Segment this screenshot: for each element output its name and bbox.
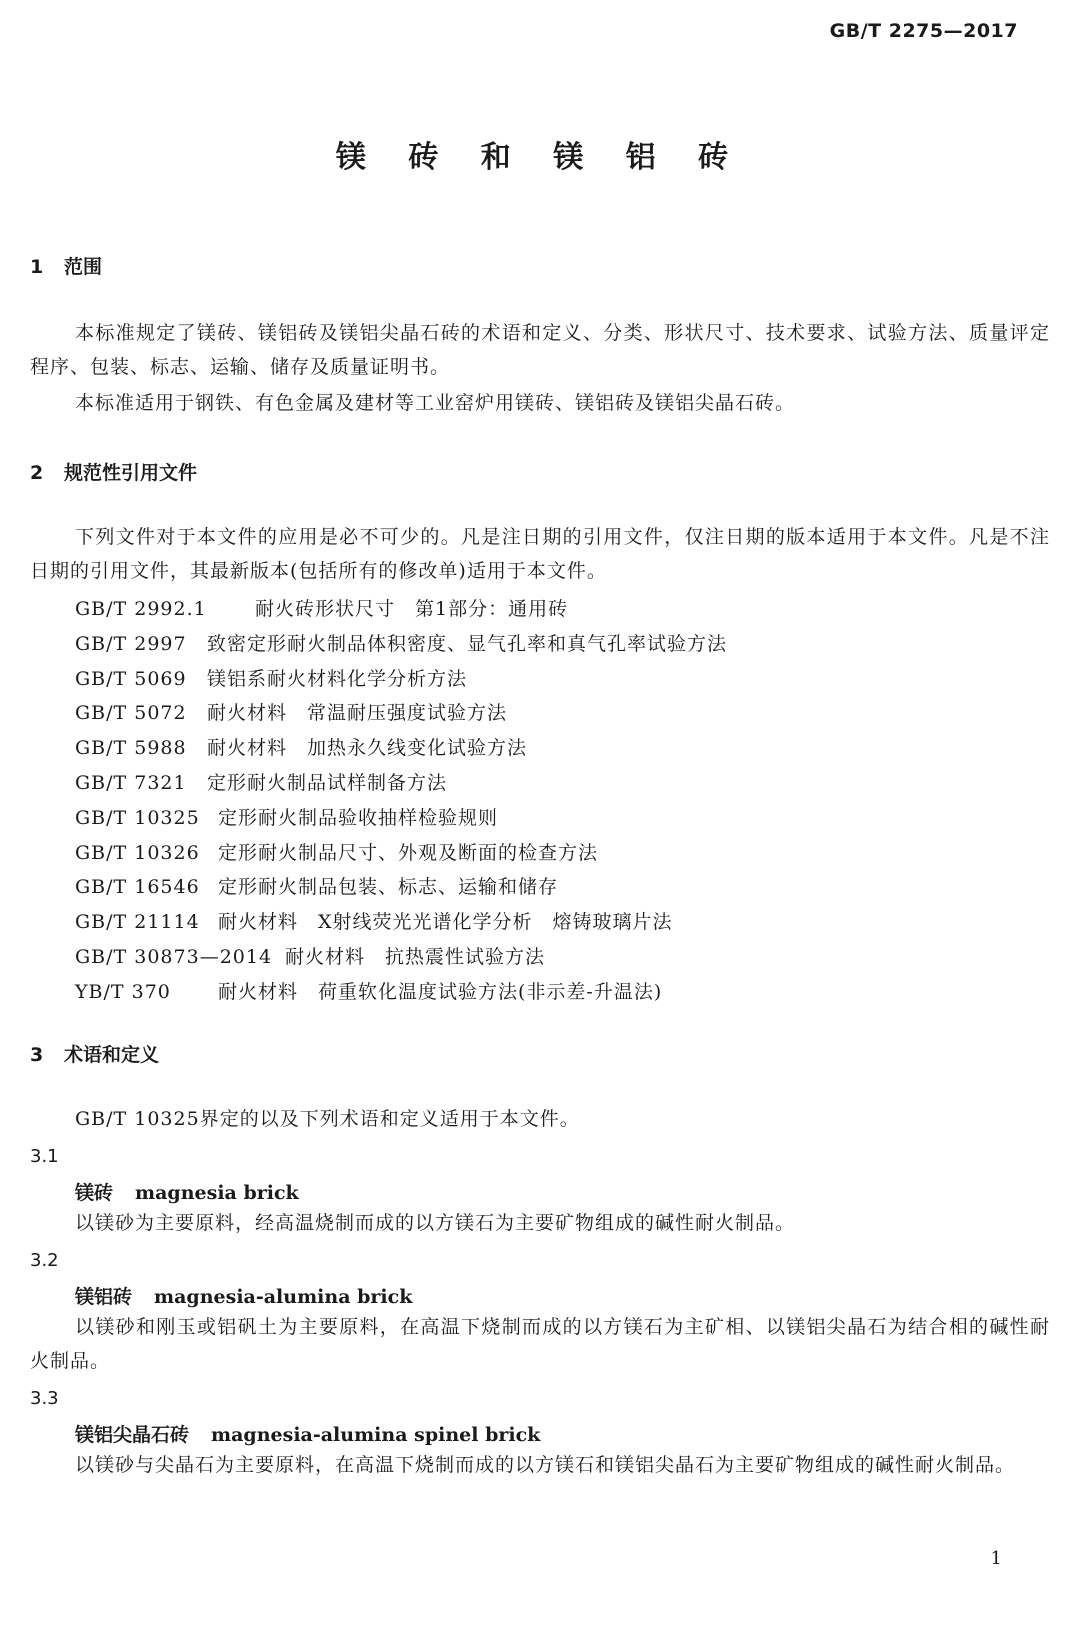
term-chinese: 镁砖 xyxy=(75,1182,114,1204)
reference-title: 定形耐火制品试样制备方法 xyxy=(207,771,448,794)
reference-title: 耐火砖形状尺寸 第1部分：通用砖 xyxy=(255,598,569,620)
reference-item xyxy=(75,975,727,1010)
reference-title: 耐火材料 抗热震性试验方法 xyxy=(285,945,546,968)
term-heading xyxy=(75,1178,299,1205)
section-title: 术语和定义 xyxy=(64,1044,160,1066)
section-number: 3 xyxy=(30,1044,44,1066)
reference-item xyxy=(75,905,727,940)
term-number: 3.2 xyxy=(30,1250,59,1271)
reference-code: YB/T 370 xyxy=(75,980,171,1003)
reference-item xyxy=(75,870,727,905)
reference-title: 耐火材料 常温耐压强度试验方法 xyxy=(207,702,508,725)
section-3-heading xyxy=(30,1040,159,1067)
reference-item xyxy=(75,662,727,697)
section-2-heading xyxy=(30,458,197,485)
section-number: 1 xyxy=(30,256,44,278)
term-definition: 以镁砂和刚玉或铝矾土为主要原料，在高温下烧制而成的以方镁石为主矿相、以镁铝尖晶石为结合相的碱性耐火制品。 xyxy=(30,1316,1050,1372)
reference-code: GB/T 21114 xyxy=(75,911,200,934)
section-1-heading xyxy=(30,252,102,279)
reference-code: GB/T 30873—2014 xyxy=(75,945,273,968)
reference-code: GB/T 10326 xyxy=(75,841,200,864)
reference-title: 耐火材料 加热永久线变化试验方法 xyxy=(207,737,528,760)
reference-list xyxy=(75,592,727,1010)
reference-code: GB/T 2992.1 xyxy=(75,598,207,620)
term-number: 3.1 xyxy=(30,1146,59,1167)
reference-item xyxy=(75,801,727,836)
term-english: magnesia-alumina brick xyxy=(154,1286,413,1308)
term-chinese: 镁铝砖 xyxy=(75,1286,133,1308)
section-number: 2 xyxy=(30,462,44,484)
scope-paragraph-2: 本标准适用于钢铁、有色金属及建材等工业窑炉用镁砖、镁铝砖及镁铝尖晶石砖。 xyxy=(75,392,796,414)
reference-code: GB/T 5072 xyxy=(75,702,187,725)
reference-title: 定形耐火制品尺寸、外观及断面的检查方法 xyxy=(218,841,599,864)
term-definition: 以镁砂为主要原料，经高温烧制而成的以方镁石为主要矿物组成的碱性耐火制品。 xyxy=(75,1212,796,1234)
reference-item xyxy=(75,731,727,766)
standard-code: GB/T 2275—2017 xyxy=(829,20,1018,42)
reference-code: GB/T 7321 xyxy=(75,771,187,794)
reference-item xyxy=(75,696,727,731)
reference-item xyxy=(75,940,727,975)
term-heading xyxy=(75,1420,540,1447)
reference-code: GB/T 5069 xyxy=(75,667,187,690)
reference-title: 定形耐火制品验收抽样检验规则 xyxy=(218,806,499,829)
term-english: magnesia-alumina spinel brick xyxy=(211,1424,541,1446)
reference-code: GB/T 5988 xyxy=(75,737,187,760)
reference-item xyxy=(75,766,727,801)
scope-paragraph-1: 本标准规定了镁砖、镁铝砖及镁铝尖晶石砖的术语和定义、分类、形状尺寸、技术要求、试验方法、质量评定程序、包装、标志、运输、储存及质量证明书。 xyxy=(30,322,1050,378)
references-intro: 下列文件对于本文件的应用是必不可少的。凡是注日期的引用文件，仅注日期的版本适用于本文件。凡是不注日期的引用文件，其最新版本(包括所有的修改单)适用于本文件。 xyxy=(30,526,1050,582)
reference-title: 镁铝系耐火材料化学分析方法 xyxy=(207,667,468,690)
reference-title: 耐火材料 X射线荧光光谱化学分析 熔铸玻璃片法 xyxy=(218,911,673,934)
terms-intro: GB/T 10325界定的以及下列术语和定义适用于本文件。 xyxy=(75,1108,580,1130)
reference-item xyxy=(75,592,727,627)
reference-item xyxy=(75,627,727,662)
reference-title: 定形耐火制品包装、标志、运输和储存 xyxy=(218,876,559,899)
reference-title: 耐火材料 荷重软化温度试验方法(非示差-升温法) xyxy=(218,980,663,1003)
reference-item xyxy=(75,836,727,871)
term-number: 3.3 xyxy=(30,1388,59,1409)
section-title: 规范性引用文件 xyxy=(64,462,198,484)
section-title: 范围 xyxy=(64,256,103,278)
term-english: magnesia brick xyxy=(135,1182,299,1204)
term-heading xyxy=(75,1282,412,1309)
reference-code: GB/T 2997 xyxy=(75,632,187,655)
reference-code: GB/T 10325 xyxy=(75,806,200,829)
document-title: 镁 砖 和 镁 铝 砖 xyxy=(335,140,745,175)
term-definition: 以镁砂与尖晶石为主要原料，在高温下烧制而成的以方镁石和镁铝尖晶石为主要矿物组成的碱性耐火制品。 xyxy=(75,1454,1016,1476)
term-chinese: 镁铝尖晶石砖 xyxy=(75,1424,190,1446)
page-number: 1 xyxy=(990,1548,1002,1569)
reference-title: 致密定形耐火制品体积密度、显气孔率和真气孔率试验方法 xyxy=(207,632,728,655)
reference-code: GB/T 16546 xyxy=(75,876,200,899)
